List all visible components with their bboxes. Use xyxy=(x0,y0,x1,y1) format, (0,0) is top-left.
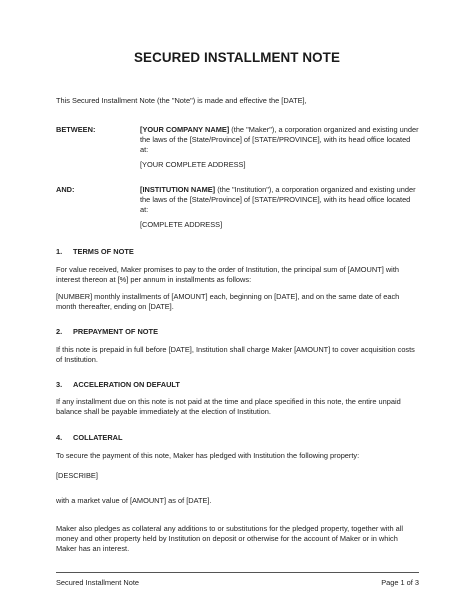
institution-party-text: (the "Institution"), a corporation organized and existing under the laws of the [State/Province] of [STATE/PROVINCE], with its head office located at: xyxy=(140,185,416,214)
footer-page-number: Page 1 of 3 xyxy=(381,578,419,587)
section-number: 3. xyxy=(56,380,63,389)
institution-party-name: [INSTITUTION NAME] xyxy=(140,185,216,194)
section-paragraph: For value received, Maker promises to pay to the order of Institution, the principal sum of [AMOUNT] with interest thereon at [%] per annum in installments as follows: xyxy=(56,265,399,284)
footer-document-name: Secured Installment Note xyxy=(56,578,139,587)
section-title: PREPAYMENT OF NOTE xyxy=(73,327,159,336)
maker-party-text: (the "Maker"), a corporation organized and existing under the laws of the [State/Province] of [STATE/PROVINCE], with its head office located at: xyxy=(140,125,419,154)
section-number: 1. xyxy=(56,247,63,256)
section-title: ACCELERATION ON DEFAULT xyxy=(73,380,180,389)
institution-address: [COMPLETE ADDRESS] xyxy=(140,220,223,229)
maker-party-name: [YOUR COMPANY NAME] xyxy=(140,125,230,134)
section-heading-acceleration xyxy=(56,380,180,390)
section-number: 2. xyxy=(56,327,63,336)
section-number: 4. xyxy=(56,433,63,442)
document-title: SECURED INSTALLMENT NOTE xyxy=(134,50,340,65)
section-paragraph: If this note is prepaid in full before [DATE], Institution shall charge Maker [AMOUNT] to cover acquisition costs of Institution. xyxy=(56,345,415,364)
maker-address: [YOUR COMPLETE ADDRESS] xyxy=(140,160,246,169)
section-paragraph: [DESCRIBE] xyxy=(56,471,98,480)
between-label: BETWEEN: xyxy=(56,125,96,134)
institution-party-paragraph xyxy=(140,185,420,215)
section-heading-collateral xyxy=(56,433,123,443)
maker-party-paragraph xyxy=(140,125,420,155)
and-label: AND: xyxy=(56,185,75,194)
section-paragraph: with a market value of [AMOUNT] as of [DATE]. xyxy=(56,496,212,505)
section-heading-prepayment xyxy=(56,327,158,337)
footer-divider xyxy=(56,572,419,573)
section-paragraph: Maker also pledges as collateral any additions to or substitutions for the pledged property, together with all money and other property held by Institution on deposit or otherwise for the account of Maker or in which Maker has an interest. xyxy=(56,524,404,553)
intro-paragraph: This Secured Installment Note (the "Note") is made and effective the [DATE], xyxy=(56,96,307,105)
section-paragraph: If any installment due on this note is not paid at the time and place specified in this note, the entire unpaid balance shall be payable immediately at the election of Institution. xyxy=(56,397,401,416)
section-title: TERMS OF NOTE xyxy=(73,247,134,256)
section-paragraph: [NUMBER] monthly installments of [AMOUNT] each, beginning on [DATE], and on the same date of each month thereafter, ending on [DATE]. xyxy=(56,292,400,311)
section-title: COLLATERAL xyxy=(73,433,123,442)
section-paragraph: To secure the payment of this note, Maker has pledged with Institution the following property: xyxy=(56,451,360,460)
section-heading-terms xyxy=(56,247,134,257)
